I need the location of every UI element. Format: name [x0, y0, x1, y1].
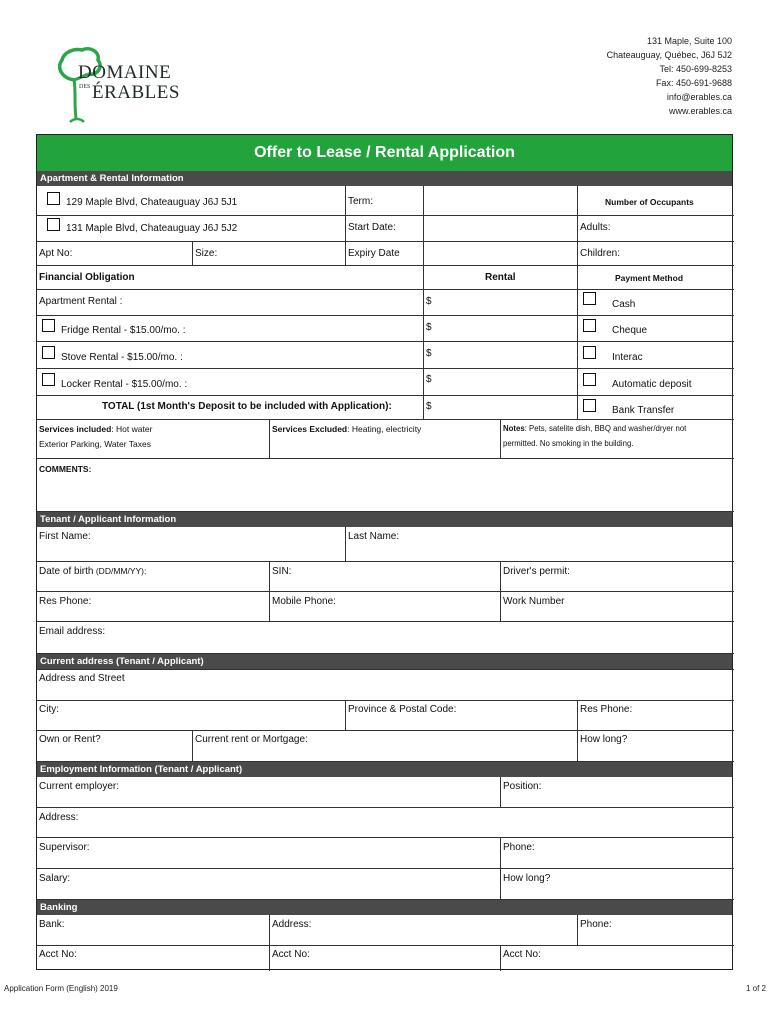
payment-interac-label: Interac	[612, 352, 643, 363]
payment-bank-transfer-label: Bank Transfer	[612, 405, 675, 416]
employer-phone-label: Phone:	[503, 842, 535, 853]
acct-no-label-2: Acct No:	[272, 949, 310, 960]
services-included: Services included: Hot water	[39, 424, 153, 434]
address-1-checkbox[interactable]	[47, 192, 60, 205]
own-rent-label: Own or Rent?	[39, 734, 101, 745]
logo-text-erables: ÉRABLES	[92, 82, 180, 103]
fridge-checkbox[interactable]	[42, 319, 55, 332]
dollar-sign: $	[426, 374, 432, 385]
city-label: City:	[39, 704, 59, 715]
address-line: 131 Maple, Suite 100	[646, 36, 732, 46]
automatic-deposit-checkbox[interactable]	[583, 373, 596, 386]
current-employer-label: Current employer:	[39, 781, 120, 792]
address-1-label: 129 Maple Blvd, Chateauguay J6J 5J1	[66, 197, 238, 208]
total-label: TOTAL (1st Month's Deposit to be included with Application):	[102, 401, 392, 412]
how-long-label: How long?	[580, 734, 628, 745]
fax-line: Fax: 450-691-9688	[655, 78, 732, 88]
employer-address-label: Address:	[39, 812, 79, 823]
bank-phone-label: Phone:	[580, 919, 612, 930]
locker-rental-label: Locker Rental - $15.00/mo. :	[61, 379, 188, 390]
cash-checkbox[interactable]	[583, 292, 596, 305]
address-street-label: Address and Street	[39, 673, 125, 684]
bank-label: Bank:	[39, 919, 65, 930]
acct-no-label-3: Acct No:	[503, 949, 541, 960]
stove-checkbox[interactable]	[42, 346, 55, 359]
bank-transfer-checkbox[interactable]	[583, 399, 596, 412]
drivers-permit-label: Driver's permit:	[503, 566, 570, 577]
section-header-employment: Employment Information (Tenant / Applicant)	[37, 762, 732, 777]
footer-form-name: Application Form (English) 2019	[4, 984, 118, 993]
salary-label: Salary:	[39, 873, 71, 884]
services-excluded: Services Excluded: Heating, electricity	[272, 424, 422, 434]
footer-page-number: 1 of 2	[745, 984, 766, 993]
expiry-date-label: Expiry Date	[348, 248, 400, 259]
website-line: www.erables.ca	[668, 106, 732, 116]
apt-no-label: Apt No:	[39, 248, 73, 259]
first-name-label: First Name:	[39, 531, 91, 542]
address-line: Chateauguay, Québec, J6J 5J2	[606, 50, 732, 60]
payment-cash-label: Cash	[612, 299, 636, 310]
dollar-sign: $	[426, 322, 432, 333]
start-date-label: Start Date:	[348, 222, 396, 233]
size-label: Size:	[195, 248, 218, 259]
interac-checkbox[interactable]	[583, 346, 596, 359]
section-header-tenant: Tenant / Applicant Information	[37, 512, 732, 527]
position-label: Position:	[503, 781, 542, 792]
address-2-checkbox[interactable]	[47, 218, 60, 231]
comments-label: COMMENTS:	[39, 464, 92, 474]
notes-2: permitted. No smoking in the building.	[503, 439, 634, 448]
mobile-phone-label: Mobile Phone:	[272, 596, 336, 607]
employment-how-long-label: How long?	[503, 873, 551, 884]
services-included-2: Exterior Parking, Water Taxes	[39, 439, 151, 449]
section-header-apartment: Apartment & Rental Information	[37, 171, 732, 186]
cheque-checkbox[interactable]	[583, 319, 596, 332]
dollar-sign: $	[426, 296, 432, 307]
email-line: info@erables.ca	[666, 92, 732, 102]
apartment-rental-label: Apartment Rental :	[39, 296, 123, 307]
bank-address-label: Address:	[272, 919, 312, 930]
sin-label: SIN:	[272, 566, 292, 577]
dollar-sign: $	[426, 348, 432, 359]
locker-checkbox[interactable]	[42, 373, 55, 386]
dob-label: Date of birth (DD/MM/YY):	[39, 566, 147, 577]
phone-line: Tel: 450-699-8253	[659, 64, 732, 74]
form-title: Offer to Lease / Rental Application	[37, 135, 732, 171]
dollar-sign: $	[426, 401, 432, 412]
financial-obligation-label: Financial Obligation	[39, 272, 135, 283]
province-postal-label: Province & Postal Code:	[348, 704, 457, 715]
payment-method-label: Payment Method	[615, 273, 684, 283]
stove-rental-label: Stove Rental - $15.00/mo. :	[61, 352, 183, 363]
adults-label: Adults:	[580, 222, 611, 233]
logo-text-domaine: DOMAINE	[78, 62, 172, 83]
acct-no-label-1: Acct No:	[39, 949, 77, 960]
email-label: Email address:	[39, 626, 106, 637]
payment-automatic-deposit-label: Automatic deposit	[612, 379, 692, 390]
current-res-phone-label: Res Phone:	[580, 704, 633, 715]
rental-label: Rental	[485, 272, 516, 283]
fridge-rental-label: Fridge Rental - $15.00/mo. :	[61, 325, 186, 336]
section-header-current-address: Current address (Tenant / Applicant)	[37, 654, 732, 669]
company-address	[607, 34, 732, 118]
work-number-label: Work Number	[503, 596, 565, 607]
children-label: Children:	[580, 248, 621, 259]
last-name-label: Last Name:	[348, 531, 400, 542]
payment-cheque-label: Cheque	[612, 325, 648, 336]
supervisor-label: Supervisor:	[39, 842, 90, 853]
address-2-label: 131 Maple Blvd, Chateauguay J6J 5J2	[66, 223, 238, 234]
rental-application-form	[36, 134, 733, 970]
term-label: Term:	[348, 196, 373, 207]
notes: Notes: Pets, satelite dish, BBQ and washer/dryer not	[503, 424, 687, 433]
res-phone-label: Res Phone:	[39, 596, 92, 607]
logo-text-des: DES	[79, 84, 91, 90]
occupants-label: Number of Occupants	[605, 197, 694, 207]
current-rent-label: Current rent or Mortgage:	[195, 734, 308, 745]
section-header-banking: Banking	[37, 900, 732, 915]
